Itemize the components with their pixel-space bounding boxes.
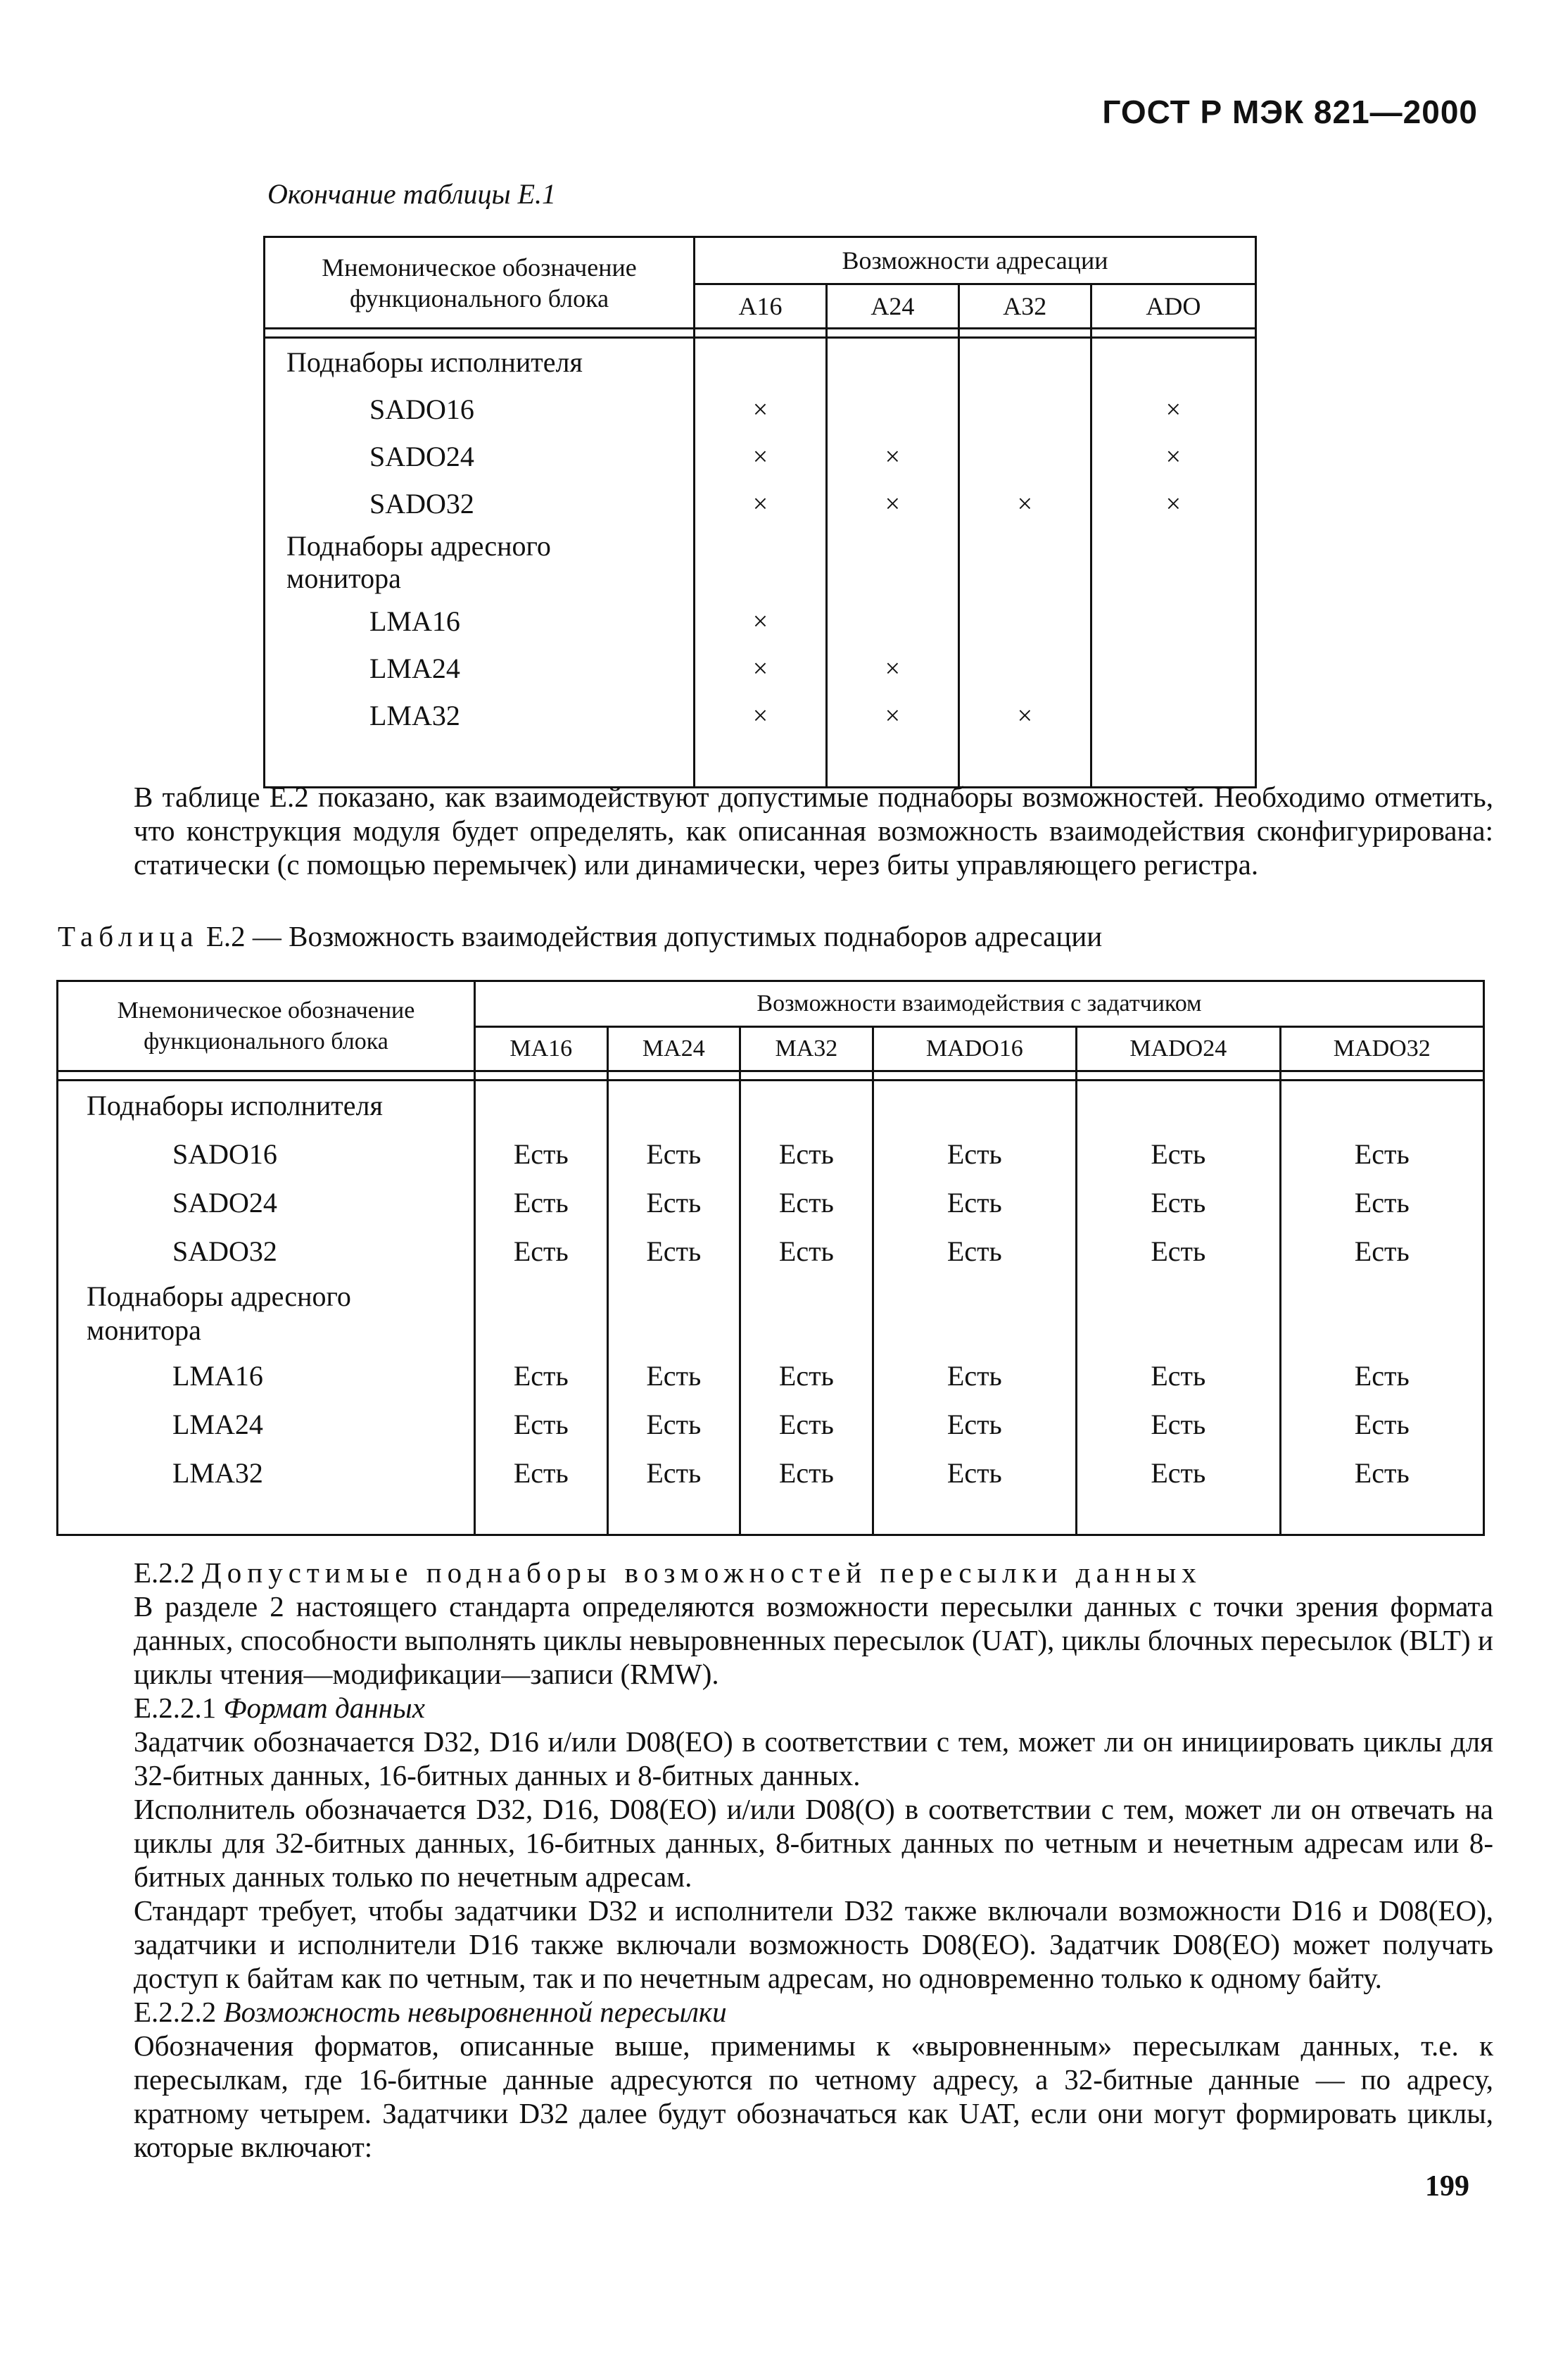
table1-cell (1091, 338, 1255, 386)
table2-cell (607, 1081, 740, 1131)
table1-row-name: SADO16 (265, 386, 695, 433)
table1-row-name: LMA32 (265, 692, 695, 739)
table2-cell: Есть (873, 1130, 1076, 1178)
table2-cell (475, 1276, 608, 1352)
table2-col-header: MADO32 (1333, 1035, 1431, 1062)
table1-name-header: Мнемоническое обозначение функционального блока (265, 237, 695, 329)
table2-cell: Есть (475, 1352, 608, 1400)
table1-row (265, 433, 1256, 480)
table2-name-header: Мнемоническое обозначение функционального блока (58, 981, 475, 1071)
table1-row-name: SADO32 (265, 480, 695, 527)
table2-cell (607, 1276, 740, 1352)
table1-row-name: LMA24 (265, 645, 695, 692)
table2-row (58, 1449, 1484, 1497)
table2-cell: Есть (740, 1227, 873, 1276)
section-heading (58, 1556, 1493, 1589)
table2-cell: Есть (1354, 1360, 1410, 1392)
table2-cell (740, 1081, 873, 1131)
subsection-heading-unaligned: Е.2.2.2 Возможность невыровненной пересылки (134, 1996, 727, 2028)
table1-col-header: A32 (958, 284, 1091, 329)
table2-bottom-spacer (58, 1497, 1484, 1535)
table1-cell (695, 527, 827, 598)
table2-cell (873, 1276, 1076, 1352)
subsection-heading-format: Е.2.2.1 Формат данных (134, 1692, 425, 1724)
table2-cell: Есть (475, 1130, 608, 1178)
table2-row (58, 1081, 1484, 1131)
section-heading-number: Е.2.2 (134, 1556, 195, 1589)
section-heading-text: Допустимые поднаборы возможностей пересылки данных (201, 1556, 1202, 1589)
table2-cell: Есть (740, 1130, 873, 1178)
table2-group-header: Возможности взаимодействия с задатчиком (475, 981, 1484, 1027)
table1-cell: × (1165, 394, 1182, 424)
table2-row-name: SADO16 (58, 1130, 475, 1178)
table2-cell: Есть (475, 1178, 608, 1227)
table2-cell: Есть (740, 1400, 873, 1449)
table1-col-header: ADO (1146, 292, 1201, 320)
table1-group-header: Возможности адресации (695, 237, 1256, 284)
table2-cell: Есть (607, 1130, 740, 1178)
table1-cell: × (958, 480, 1091, 527)
table2-col-header: MADO16 (873, 1027, 1076, 1071)
table1-cell: × (1165, 489, 1182, 519)
table2-cell: Есть (1077, 1227, 1280, 1276)
table2-cell: Есть (873, 1449, 1076, 1497)
paragraph-slave-format: Исполнитель обозначается D32, D16, D08(EO) и/или D08(O) в соответствии с тем, может ли он отвечать на циклы для 32-битных данных, 16-битных данных, 8-битных данных по четным и нечетным адресам или 8-битных данных только по нечетным адресам. (134, 1793, 1493, 1893)
table1-cell (826, 386, 958, 433)
table2-row-name: LMA32 (58, 1449, 475, 1497)
table2-row (58, 1400, 1484, 1449)
table2-cell: Есть (607, 1449, 740, 1497)
table2-cell (1280, 1276, 1483, 1352)
table2-row-name: LMA24 (58, 1400, 475, 1449)
table1-cell (958, 386, 1091, 433)
table2-row-name: Поднаборы адресного монитора (58, 1276, 475, 1352)
table1-cell (1091, 598, 1255, 645)
table1-row-name: LMA16 (265, 598, 695, 645)
table2-cell: Есть (1354, 1235, 1410, 1267)
table2-cell: Есть (1077, 1352, 1280, 1400)
table2-col-header: MADO24 (1077, 1027, 1280, 1071)
table1-cell (695, 338, 827, 386)
table2-row-name: SADO24 (58, 1178, 475, 1227)
table1-cell (826, 527, 958, 598)
table2-row (58, 1276, 1484, 1352)
table1-col-header: A24 (826, 284, 958, 329)
table2-row (58, 1130, 1484, 1178)
addressing-capabilities-table (263, 236, 1257, 788)
table2-cell: Есть (873, 1352, 1076, 1400)
table2-cell (1077, 1276, 1280, 1352)
table1-cell: × (826, 480, 958, 527)
table2-cell: Есть (1354, 1187, 1410, 1219)
table2-cell: Есть (873, 1227, 1076, 1276)
table2-col-header: MA32 (740, 1027, 873, 1071)
table2-cell: Есть (740, 1352, 873, 1400)
interaction-capabilities-table (56, 980, 1485, 1536)
table1-cell: × (826, 692, 958, 739)
table2-cell: Есть (475, 1400, 608, 1449)
table1-cell: × (695, 692, 827, 739)
table2-cell: Есть (1354, 1409, 1410, 1440)
table2-cell: Есть (475, 1449, 608, 1497)
table2-col-header: MA16 (475, 1027, 608, 1071)
table2-row-name: LMA16 (58, 1352, 475, 1400)
table1-row (265, 598, 1256, 645)
table1-cell (1091, 692, 1255, 739)
table1-cell (958, 527, 1091, 598)
paragraph-aligned-transfers: Обозначения форматов, описанные выше, применимы к «выровненным» пересылкам данных, т.е. к пересылкам, где 16-битные данные адресуются по четному адресу, а 32-битные данные — по адресу, кратному четырем. Задатчики D32 далее будут обозначаться как UAT, если они могут формировать циклы, которые включают: (134, 2029, 1493, 2163)
table2-cell: Есть (740, 1449, 873, 1497)
table2-cell (873, 1081, 1076, 1131)
table2-cell: Есть (1354, 1457, 1410, 1489)
paragraph-table-e2-intro: В таблице Е.2 показано, как взаимодействуют допустимые поднаборы возможностей. Необходимо отметить, что конструкция модуля будет определять, как описанная возможность взаимодействия сконфигурирована: статически (с помощью перемычек) или динамически, через биты управляющего регистра. (134, 781, 1493, 881)
paragraph-standard-requirements: Стандарт требует, чтобы задатчики D32 и исполнители D32 также включали возможности D16 и D08(EO), задатчики и исполнители D16 также включали возможность D08(EO). Задатчик D08(EO) может получать доступ к байтам как по четным, так и по нечетным адресам, но одновременно только к одному байту. (134, 1894, 1493, 1994)
document-header: ГОСТ Р МЭК 821—2000 (1102, 94, 1478, 130)
table2-cell: Есть (873, 1400, 1076, 1449)
table2-row-name: SADO32 (58, 1227, 475, 1276)
section-intro: В разделе 2 настоящего стандарта определяются возможности пересылки данных с точки зрения формата данных, способности выполнять циклы невыровненных пересылок (UAT), циклы блочных пересылок (BLT) и циклы чтения—модификации—записи (RMW). (134, 1590, 1493, 1690)
table1-cell: × (1165, 441, 1182, 472)
table1-row (265, 386, 1256, 433)
table1-cell (1091, 645, 1255, 692)
section-e22 (58, 1556, 1493, 2164)
table2-caption (58, 919, 1102, 953)
table2-cell: Есть (740, 1178, 873, 1227)
table1-row (265, 692, 1256, 739)
table2-cell: Есть (607, 1352, 740, 1400)
table2-cell (1280, 1081, 1483, 1131)
table2-cell: Есть (1077, 1178, 1280, 1227)
paragraph-master-format: Задатчик обозначается D32, D16 и/или D08(EO) в соответствии с тем, может ли он инициировать циклы для 32-битных данных, 16-битных данных и 8-битных данных. (134, 1725, 1493, 1792)
table1-cell (1091, 527, 1255, 598)
table2-cell (475, 1081, 608, 1131)
table1-col-header: A16 (695, 284, 827, 329)
table2-cell: Есть (873, 1178, 1076, 1227)
table1-cell: × (695, 386, 827, 433)
table2-cell (1077, 1081, 1280, 1131)
table1-cell (958, 338, 1091, 386)
table1-caption: Окончание таблицы Е.1 (267, 178, 557, 210)
table2-row-name: Поднаборы исполнителя (58, 1081, 475, 1131)
table2-cell: Есть (1077, 1449, 1280, 1497)
table2-cell: Есть (607, 1227, 740, 1276)
table1-row (265, 338, 1256, 386)
table1-row (265, 645, 1256, 692)
table2-caption-text: Е.2 — Возможность взаимодействия допустимых поднаборов адресации (205, 920, 1103, 952)
table1-row (265, 480, 1256, 527)
table2-cell: Есть (607, 1400, 740, 1449)
table2-cell: Есть (1077, 1400, 1280, 1449)
table1-cell (958, 645, 1091, 692)
table2-cell: Есть (1077, 1130, 1280, 1178)
table1-cell (958, 598, 1091, 645)
table2-cell: Есть (1354, 1138, 1410, 1170)
table1-row (265, 527, 1256, 598)
table1-cell: × (826, 433, 958, 480)
table1-cell: × (695, 645, 827, 692)
table2-row (58, 1227, 1484, 1276)
table1-row-name: SADO24 (265, 433, 695, 480)
table1-cell (826, 338, 958, 386)
table1-cell: × (695, 598, 827, 645)
table1-cell: × (958, 692, 1091, 739)
table1-cell (826, 598, 958, 645)
table1-cell: × (695, 433, 827, 480)
table2-cell (740, 1276, 873, 1352)
table2-row (58, 1352, 1484, 1400)
table1-row-name: Поднаборы исполнителя (265, 338, 695, 386)
table2-cell: Есть (607, 1178, 740, 1227)
table1-cell: × (695, 480, 827, 527)
table2-row (58, 1178, 1484, 1227)
table1-cell: × (826, 645, 958, 692)
table1-cell (958, 433, 1091, 480)
page-number: 199 (1425, 2170, 1469, 2203)
table2-col-header: MA24 (607, 1027, 740, 1071)
table1-row-name: Поднаборы адресного монитора (265, 527, 695, 598)
table2-caption-label: Таблица (58, 920, 199, 952)
table2-cell: Есть (475, 1227, 608, 1276)
